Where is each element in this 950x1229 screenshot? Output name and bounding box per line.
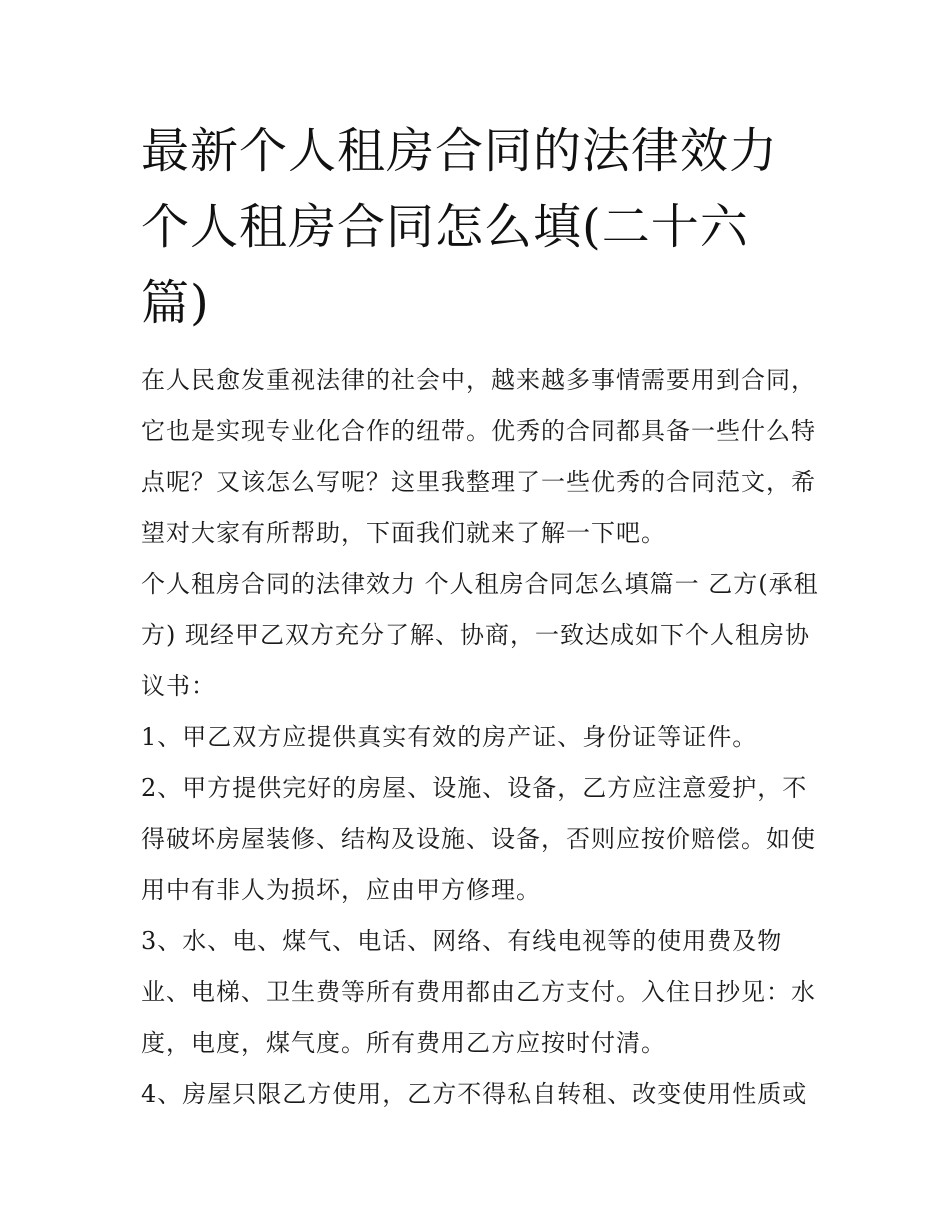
clause-3: [141, 916, 821, 1069]
intro-paragraph: [141, 355, 821, 559]
paragraph-line: 用中有非人为损坏，应由甲方修理。: [141, 876, 541, 904]
paragraph-line: 议书：: [141, 672, 216, 700]
paragraph-line: 望对大家有所帮助，下面我们就来了解一下吧。: [141, 519, 666, 547]
paragraph-line: 2、甲方提供完好的房屋、设施、设备，乙方应注意爱护，不: [141, 774, 808, 802]
title-line: 最新个人租房合同的法律效力: [141, 123, 779, 179]
paragraph-line: 在人民愈发重视法律的社会中，越来越多事情需要用到合同，: [141, 366, 816, 394]
title-line: 个人租房合同怎么填(二十六: [141, 199, 749, 255]
contract-heading-paragraph: [141, 559, 821, 712]
clause-1: [141, 712, 821, 763]
document-content: [141, 113, 821, 1120]
paragraph-line: 方) 现经甲乙双方充分了解、协商，一致达成如下个人租房协: [141, 621, 810, 649]
paragraph-line: 个人租房合同的法律效力 个人租房合同怎么填篇一 乙方(承租: [141, 570, 819, 598]
paragraph-line: 得破坏房屋装修、结构及设施、设备，否则应按价赔偿。如使: [141, 825, 816, 853]
clause-2: [141, 763, 821, 916]
paragraph-line: 业、电梯、卫生费等所有费用都由乙方支付。入住日抄见：水: [141, 978, 816, 1006]
paragraph-line: 度，电度，煤气度。所有费用乙方应按时付清。: [141, 1029, 666, 1057]
document-title: [141, 113, 821, 341]
clause-4: [141, 1069, 821, 1120]
paragraph-line: 4、房屋只限乙方使用，乙方不得私自转租、改变使用性质或: [141, 1080, 808, 1108]
title-line: 篇): [141, 275, 210, 331]
paragraph-line: 点呢？又该怎么写呢？这里我整理了一些优秀的合同范文，希: [141, 468, 816, 496]
paragraph-line: 1、甲乙双方应提供真实有效的房产证、身份证等证件。: [141, 723, 758, 751]
paragraph-line: 它也是实现专业化合作的纽带。优秀的合同都具备一些什么特: [141, 417, 816, 445]
paragraph-line: 3、水、电、煤气、电话、网络、有线电视等的使用费及物: [141, 927, 783, 955]
